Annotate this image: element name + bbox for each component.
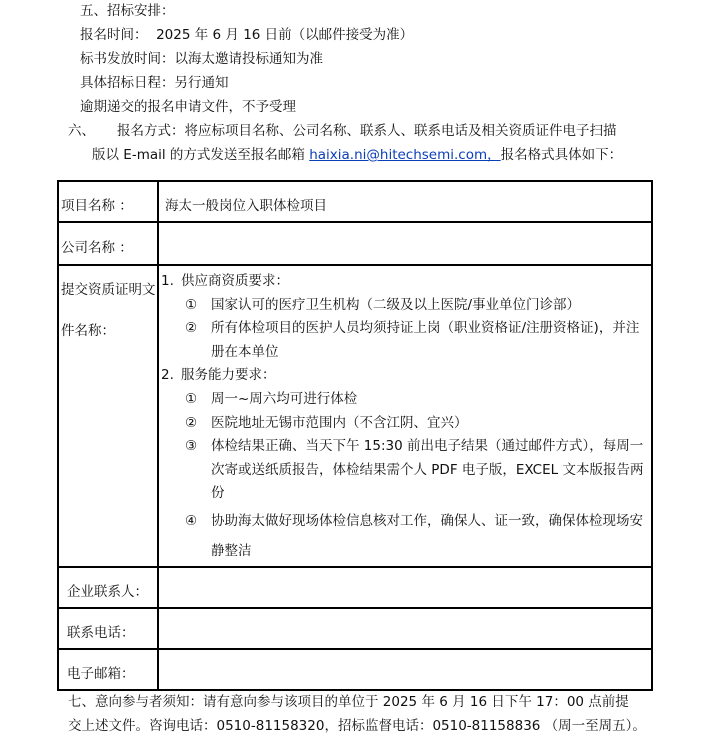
documents-label-cell: [58, 265, 158, 567]
circled-number: ①: [185, 296, 198, 313]
project-label: 项目名称 ：: [61, 198, 133, 214]
phone-label: 联系电话：: [67, 624, 135, 641]
email-label-cell: [58, 649, 158, 690]
circled-number: ①: [185, 390, 198, 407]
registration-form-table: [57, 180, 653, 691]
schedule-doc-release: 标书发放时间：以海太邀请投标通知为准: [80, 51, 323, 67]
requirement-heading: 服务能力要求：: [181, 367, 276, 384]
list-item: [161, 294, 651, 318]
email-value-cell[interactable]: [158, 649, 652, 690]
list-item: [161, 412, 651, 436]
circled-number: ②: [185, 414, 198, 431]
table-row-email: [58, 649, 652, 690]
table-row-phone: [58, 608, 652, 649]
requirement-text: 周一~周六均可进行体检: [211, 390, 358, 407]
notice-line-1: 七、意向参与者须知：请有意向参与该项目的单位于 2025 年 6 月 16 日下午 17：00 点前提: [68, 694, 629, 710]
circled-number: ③: [185, 438, 198, 455]
schedule-heading: 五、招标安排：: [80, 3, 175, 19]
email-label: 电子邮箱：: [67, 665, 135, 682]
project-label-cell: [58, 181, 158, 222]
list-number: 1.: [161, 273, 174, 289]
requirement-text: 医院地址无锡市范围内（不含江阴、宜兴）: [211, 414, 468, 431]
requirement-text: 协助海太做好现场体检信息核对工作，确保人、证一致，确保体检现场安静整洁: [211, 512, 643, 559]
list-item: [161, 364, 651, 388]
requirement-text: 所有体检项目的医护人员均须持证上岗（职业资格证/注册资格证)，并注册在本单位: [211, 320, 640, 360]
company-label: 公司名称 ：: [61, 240, 133, 256]
list-item: [161, 270, 651, 294]
signup-line-2-prefix: 版以 E-mail 的方式发送至报名邮箱: [92, 147, 310, 163]
list-number: 2.: [161, 367, 174, 384]
phone-value-cell[interactable]: [158, 608, 652, 649]
signup-line-1: 报名方式：将应标项目名称、公司名称、联系人、联系电话及相关资质证件电子扫描: [117, 123, 617, 139]
signup-number: 六、: [68, 123, 95, 139]
signup-line-2: [92, 145, 622, 165]
requirement-text: 体检结果正确、当天下午 15:30 前出电子结果（通过邮件方式），每周一次寄或送纸质报告，体检结果需个人 PDF 电子版，EXCEL 文本版报告两份: [211, 438, 644, 502]
requirement-text: 国家认可的医疗卫生机构（二级及以上医院/事业单位门诊部）: [211, 296, 581, 313]
table-row-documents: [58, 265, 652, 567]
schedule-late-notice: 逾期递交的报名申请文件，不予受理: [80, 99, 296, 115]
project-value: 海太一般岗位入职体检项目: [165, 198, 327, 214]
signup-line-2-suffix: 报名格式具体如下：: [500, 147, 623, 163]
table-row-contact: [58, 567, 652, 608]
company-value-cell[interactable]: [158, 222, 652, 265]
table-row-company: [58, 222, 652, 265]
list-item: [161, 388, 651, 412]
contact-label-cell: [58, 567, 158, 608]
contact-label: 企业联系人：: [67, 583, 148, 600]
requirement-heading: 供应商资质要求：: [181, 273, 289, 289]
notice-line-2: 交上述文件。咨询电话：0510-81158320，招标监督电话：0510-81158836 （周一至周五）。: [68, 718, 646, 734]
list-item: [161, 506, 651, 566]
list-item: [161, 435, 651, 506]
contact-value-cell[interactable]: [158, 567, 652, 608]
requirements-list: [159, 266, 651, 566]
circled-number: ④: [185, 512, 198, 529]
schedule-deadline: 报名时间： 2025 年 6 月 16 日前（以邮件接受为准）: [80, 27, 414, 43]
documents-label-line-2: 件名称：: [61, 323, 115, 339]
schedule-specific-date: 具体招标日程：另行通知: [80, 75, 229, 91]
circled-number: ②: [185, 320, 198, 337]
table-row-project: [58, 181, 652, 222]
documents-label-line-1: 提交资质证明文: [61, 282, 156, 298]
documents-requirements-cell: [158, 265, 652, 567]
project-value-cell[interactable]: [158, 181, 652, 222]
signup-email-link[interactable]: haixia.ni@hitechsemi.com，: [309, 147, 501, 163]
company-label-cell: [58, 222, 158, 265]
phone-label-cell: [58, 608, 158, 649]
list-item: [161, 317, 651, 364]
